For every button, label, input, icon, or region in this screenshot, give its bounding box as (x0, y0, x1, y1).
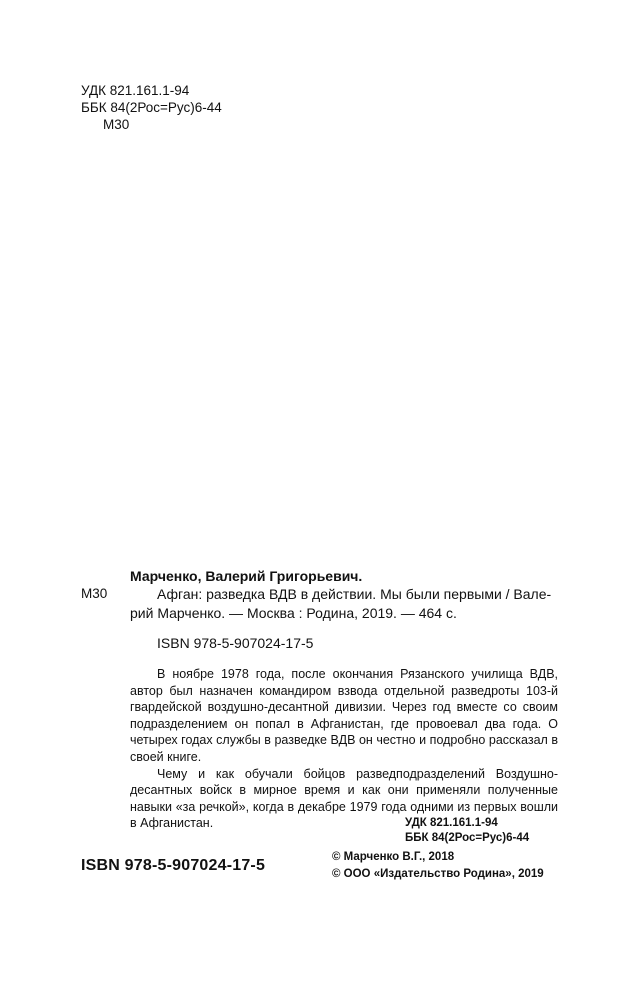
card-isbn: ISBN 978-5-907024-17-5 (157, 635, 314, 651)
card-title-line-1: Афган: разведка ВДВ в действии. Мы были первыми / Вале- (157, 586, 552, 602)
bbk-code: ББК 84(2Рос=Рус)6-44 (81, 100, 222, 115)
card-title-entry (130, 585, 558, 623)
card-title-line-2: рий Марченко. — Москва : Родина, 2019. — 464 с. (130, 605, 457, 621)
card-annotation (130, 666, 558, 832)
copyright-author: © Марченко В.Г., 2018 (332, 851, 455, 863)
author-mark: М30 (103, 117, 130, 132)
udk-code: УДК 821.161.1-94 (81, 83, 190, 98)
bottom-udk-code: УДК 821.161.1-94 (405, 817, 498, 829)
footer-isbn: ISBN 978-5-907024-17-5 (81, 857, 266, 874)
annotation-paragraph-1: В ноябре 1978 года, после окончания Рязанского училища ВДВ, автор был назначен командиром взвода отдельной разведроты 103-й гвардейской воздушно-десантной дивизии. Через год вместе со своим подразделением он попал в Афганистан, где провоевал два года. О четырех годах службы в разведке ВДВ он честно и подробно рассказал в своей книге. (130, 667, 558, 764)
top-classification-codes (81, 82, 222, 133)
copyright-block (332, 849, 544, 883)
card-author-mark: М30 (81, 586, 108, 601)
copyright-publisher: © ООО «Издательство Родина», 2019 (332, 868, 544, 880)
bottom-bbk-code: ББК 84(2Рос=Рус)6-44 (405, 832, 530, 844)
bottom-classification-codes (405, 816, 529, 846)
card-author: Марченко, Валерий Григорьевич. (130, 568, 363, 584)
catalog-card (130, 567, 558, 832)
annotation-paragraph-2: Чему и как обучали бойцов разведподразделений Воздушно-десантных войск в мирное время и как они применяли полученные навыки «за речкой», когда в декабре 1979 года одними из первых вошли в Афганистан. (130, 766, 558, 831)
